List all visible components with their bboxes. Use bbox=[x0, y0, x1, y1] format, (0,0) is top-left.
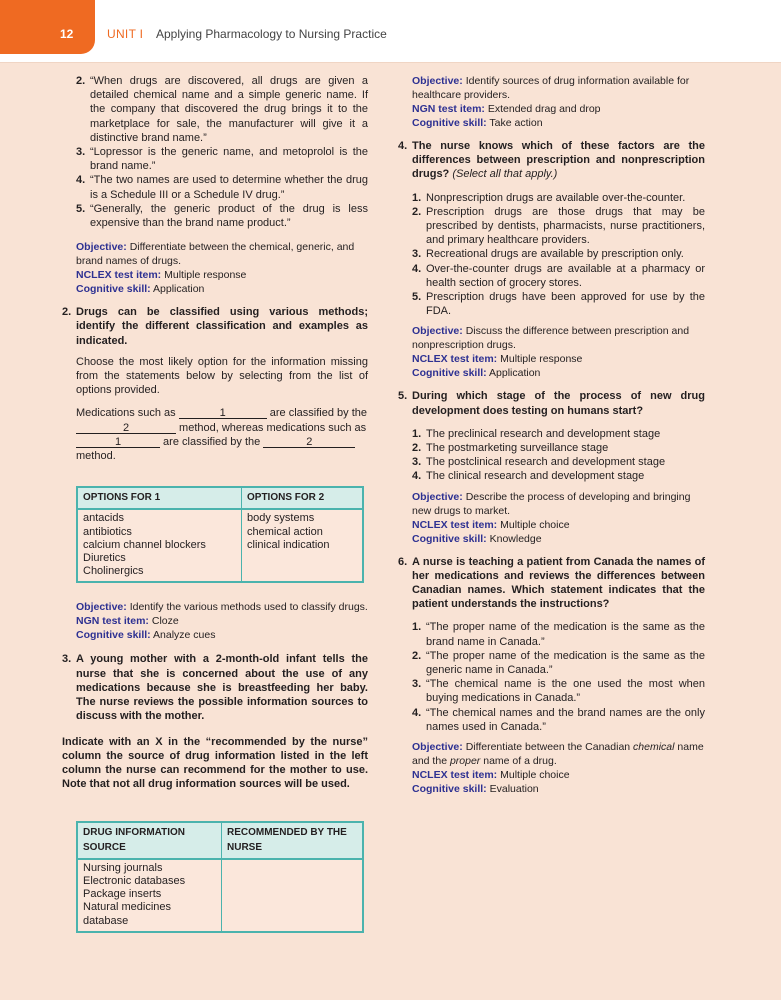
question-1-options bbox=[62, 74, 368, 230]
option-choice[interactable]: antibiotics bbox=[83, 525, 132, 538]
option-item[interactable]: 3. “The chemical name is the one used the most when buying medications in Canada.” bbox=[412, 678, 705, 705]
question-3-instruction: Indicate with an X in the “recommended by the nurse” column the source of drug information listed in the left column the nurse can recommend for the mother to use. Note that not all drug information sources will be used. bbox=[62, 735, 368, 791]
question-3-meta: Objective: Identify sources of drug information available for healthcare providers. NGN test item: Extended drag and drop Cognitive skill: Take action bbox=[412, 75, 690, 129]
page-header bbox=[0, 0, 781, 63]
table-header: DRUG INFORMATION SOURCE bbox=[77, 822, 222, 858]
cloze-blank-2[interactable]: 2 bbox=[76, 421, 176, 434]
table-header: OPTIONS FOR 1 bbox=[77, 487, 242, 509]
options-table bbox=[76, 486, 364, 583]
option-item[interactable]: 4. Over-the-counter drugs are available at a pharmacy or health section of grocery stores. bbox=[412, 262, 705, 289]
table-row[interactable]: Electronic databases bbox=[83, 874, 186, 887]
cloze-blank-3[interactable]: 1 bbox=[76, 435, 160, 448]
drug-info-table bbox=[76, 821, 364, 932]
option-item[interactable]: 1. The preclinical research and development stage bbox=[412, 427, 661, 440]
question-4-options bbox=[398, 191, 705, 319]
question-6-options bbox=[398, 620, 705, 734]
question-6-meta: Objective: Differentiate between the Canadian chemical name and the proper name of a drug. NCLEX test item: Multiple choice Cognitive skill: Evaluation bbox=[412, 741, 704, 796]
option-choice[interactable]: clinical indication bbox=[247, 538, 330, 551]
question-5-stem: 5. During which stage of the process of new drug development does testing on humans start? bbox=[398, 390, 705, 417]
option-choice[interactable]: calcium channel blockers bbox=[83, 538, 206, 551]
question-2-instruction: Choose the most likely option for the information missing from the statements below by selecting from the list of options provided. bbox=[76, 355, 368, 397]
question-1-meta: Objective: Differentiate between the chemical, generic, and brand names of drugs. NCLEX test item: Multiple response Cognitive skill: Application bbox=[76, 241, 355, 296]
unit-title: Applying Pharmacology to Nursing Practice bbox=[156, 27, 387, 41]
question-5-options bbox=[398, 427, 705, 484]
option-item[interactable]: 5. Prescription drugs have been approved for use by the FDA. bbox=[412, 291, 705, 318]
question-4-stem: 4. The nurse knows which of these factors are the differences between prescription and nonprescription drugs? (Select all that apply.) bbox=[398, 140, 705, 181]
page-number: 12 bbox=[60, 27, 74, 41]
option-item[interactable]: 1. Nonprescription drugs are available over-the-counter. bbox=[412, 191, 686, 204]
option-item: 2. “When drugs are discovered, all drugs are given a detailed chemical name and a simple generic name. If the company that discovered the drug brings it to the marketplace for sale, the manufacturer will give it a distinctive brand name.” bbox=[76, 75, 368, 144]
options-for-2 bbox=[242, 509, 364, 582]
right-column bbox=[398, 74, 705, 796]
option-item: 5. “Generally, the generic product of the drug is less expensive than the brand name product.” bbox=[76, 202, 368, 230]
question-2-stem: 2. Drugs can be classified using various methods; identify the different classification and examples as indicated. bbox=[62, 306, 368, 347]
option-choice[interactable]: Cholinergics bbox=[83, 565, 144, 578]
cloze-blank-1[interactable]: 1 bbox=[179, 406, 267, 419]
option-choice[interactable]: antacids bbox=[83, 512, 124, 525]
question-5-meta: Objective: Describe the process of developing and bringing new drugs to market. NCLEX test item: Multiple choice Cognitive skill: Knowledge bbox=[412, 490, 691, 545]
drug-info-sources bbox=[77, 859, 222, 932]
option-choice[interactable]: body systems bbox=[247, 512, 315, 525]
question-2-meta: Objective: Identify the various methods used to classify drugs. NGN test item: Cloze Cognitive skill: Analyze cues bbox=[76, 601, 368, 642]
question-4-meta: Objective: Discuss the difference between prescription and nonprescription drugs. NCLEX test item: Multiple response Cognitive skill: Application bbox=[412, 325, 690, 380]
option-item[interactable]: 2. “The proper name of the medication is the same as the generic name in Canada.” bbox=[412, 649, 705, 677]
option-item[interactable]: 3. The postclinical research and development stage bbox=[412, 456, 666, 469]
option-item[interactable]: 2. The postmarketing surveillance stage bbox=[412, 442, 609, 455]
options-for-1 bbox=[77, 509, 242, 582]
option-choice[interactable]: chemical action bbox=[247, 525, 323, 538]
cloze-blank-4[interactable]: 2 bbox=[263, 435, 355, 448]
table-header: OPTIONS FOR 2 bbox=[242, 487, 364, 509]
option-item[interactable]: 4. “The chemical names and the brand names are the only names used in Canada.” bbox=[412, 706, 705, 733]
left-column bbox=[62, 74, 368, 933]
option-item[interactable]: 1. “The proper name of the medication is the same as the brand name in Canada.” bbox=[412, 621, 705, 648]
table-row[interactable]: Natural medicines database bbox=[83, 901, 172, 927]
option-item[interactable]: 3. Recreational drugs are available by prescription only. bbox=[412, 248, 684, 261]
page-number-tab bbox=[0, 0, 95, 54]
unit-label: UNIT I bbox=[107, 27, 144, 41]
option-item[interactable]: 4. The clinical research and development stage bbox=[412, 470, 645, 483]
table-row[interactable]: Nursing journals bbox=[83, 861, 163, 874]
option-choice[interactable]: Diuretics bbox=[83, 552, 126, 565]
table-row[interactable]: Package inserts bbox=[83, 888, 162, 901]
recommended-column[interactable] bbox=[222, 859, 364, 932]
question-3-stem: 3. A young mother with a 2-month-old infant tells the nurse that she is concerned about the use of any medications because she is breastfeeding her baby. The nurse reviews the possible information sources to discuss with the mother. bbox=[62, 653, 368, 723]
option-item[interactable]: 2. Prescription drugs are those drugs that may be prescribed by dentists, pharmacists, nurse practitioners, and primary healthcare providers. bbox=[412, 205, 705, 247]
table-header: RECOMMENDED BY THE NURSE bbox=[222, 822, 364, 858]
option-item: 3. “Lopressor is the generic name, and metoprolol is the brand name.” bbox=[76, 146, 368, 173]
cloze-statement: Medications such as 1 are classified by the 2 method, whereas medications such as 1 are classified by the 2 method. bbox=[76, 407, 367, 463]
question-6-stem: 6. A nurse is teaching a patient from Canada the names of her medications and reviews the differences between Canadian names. Which statement indicates that the patient understands the instructions? bbox=[398, 555, 705, 611]
option-item: 4. “The two names are used to determine whether the drug is a Schedule III or a Schedule IV drug.” bbox=[76, 174, 368, 201]
